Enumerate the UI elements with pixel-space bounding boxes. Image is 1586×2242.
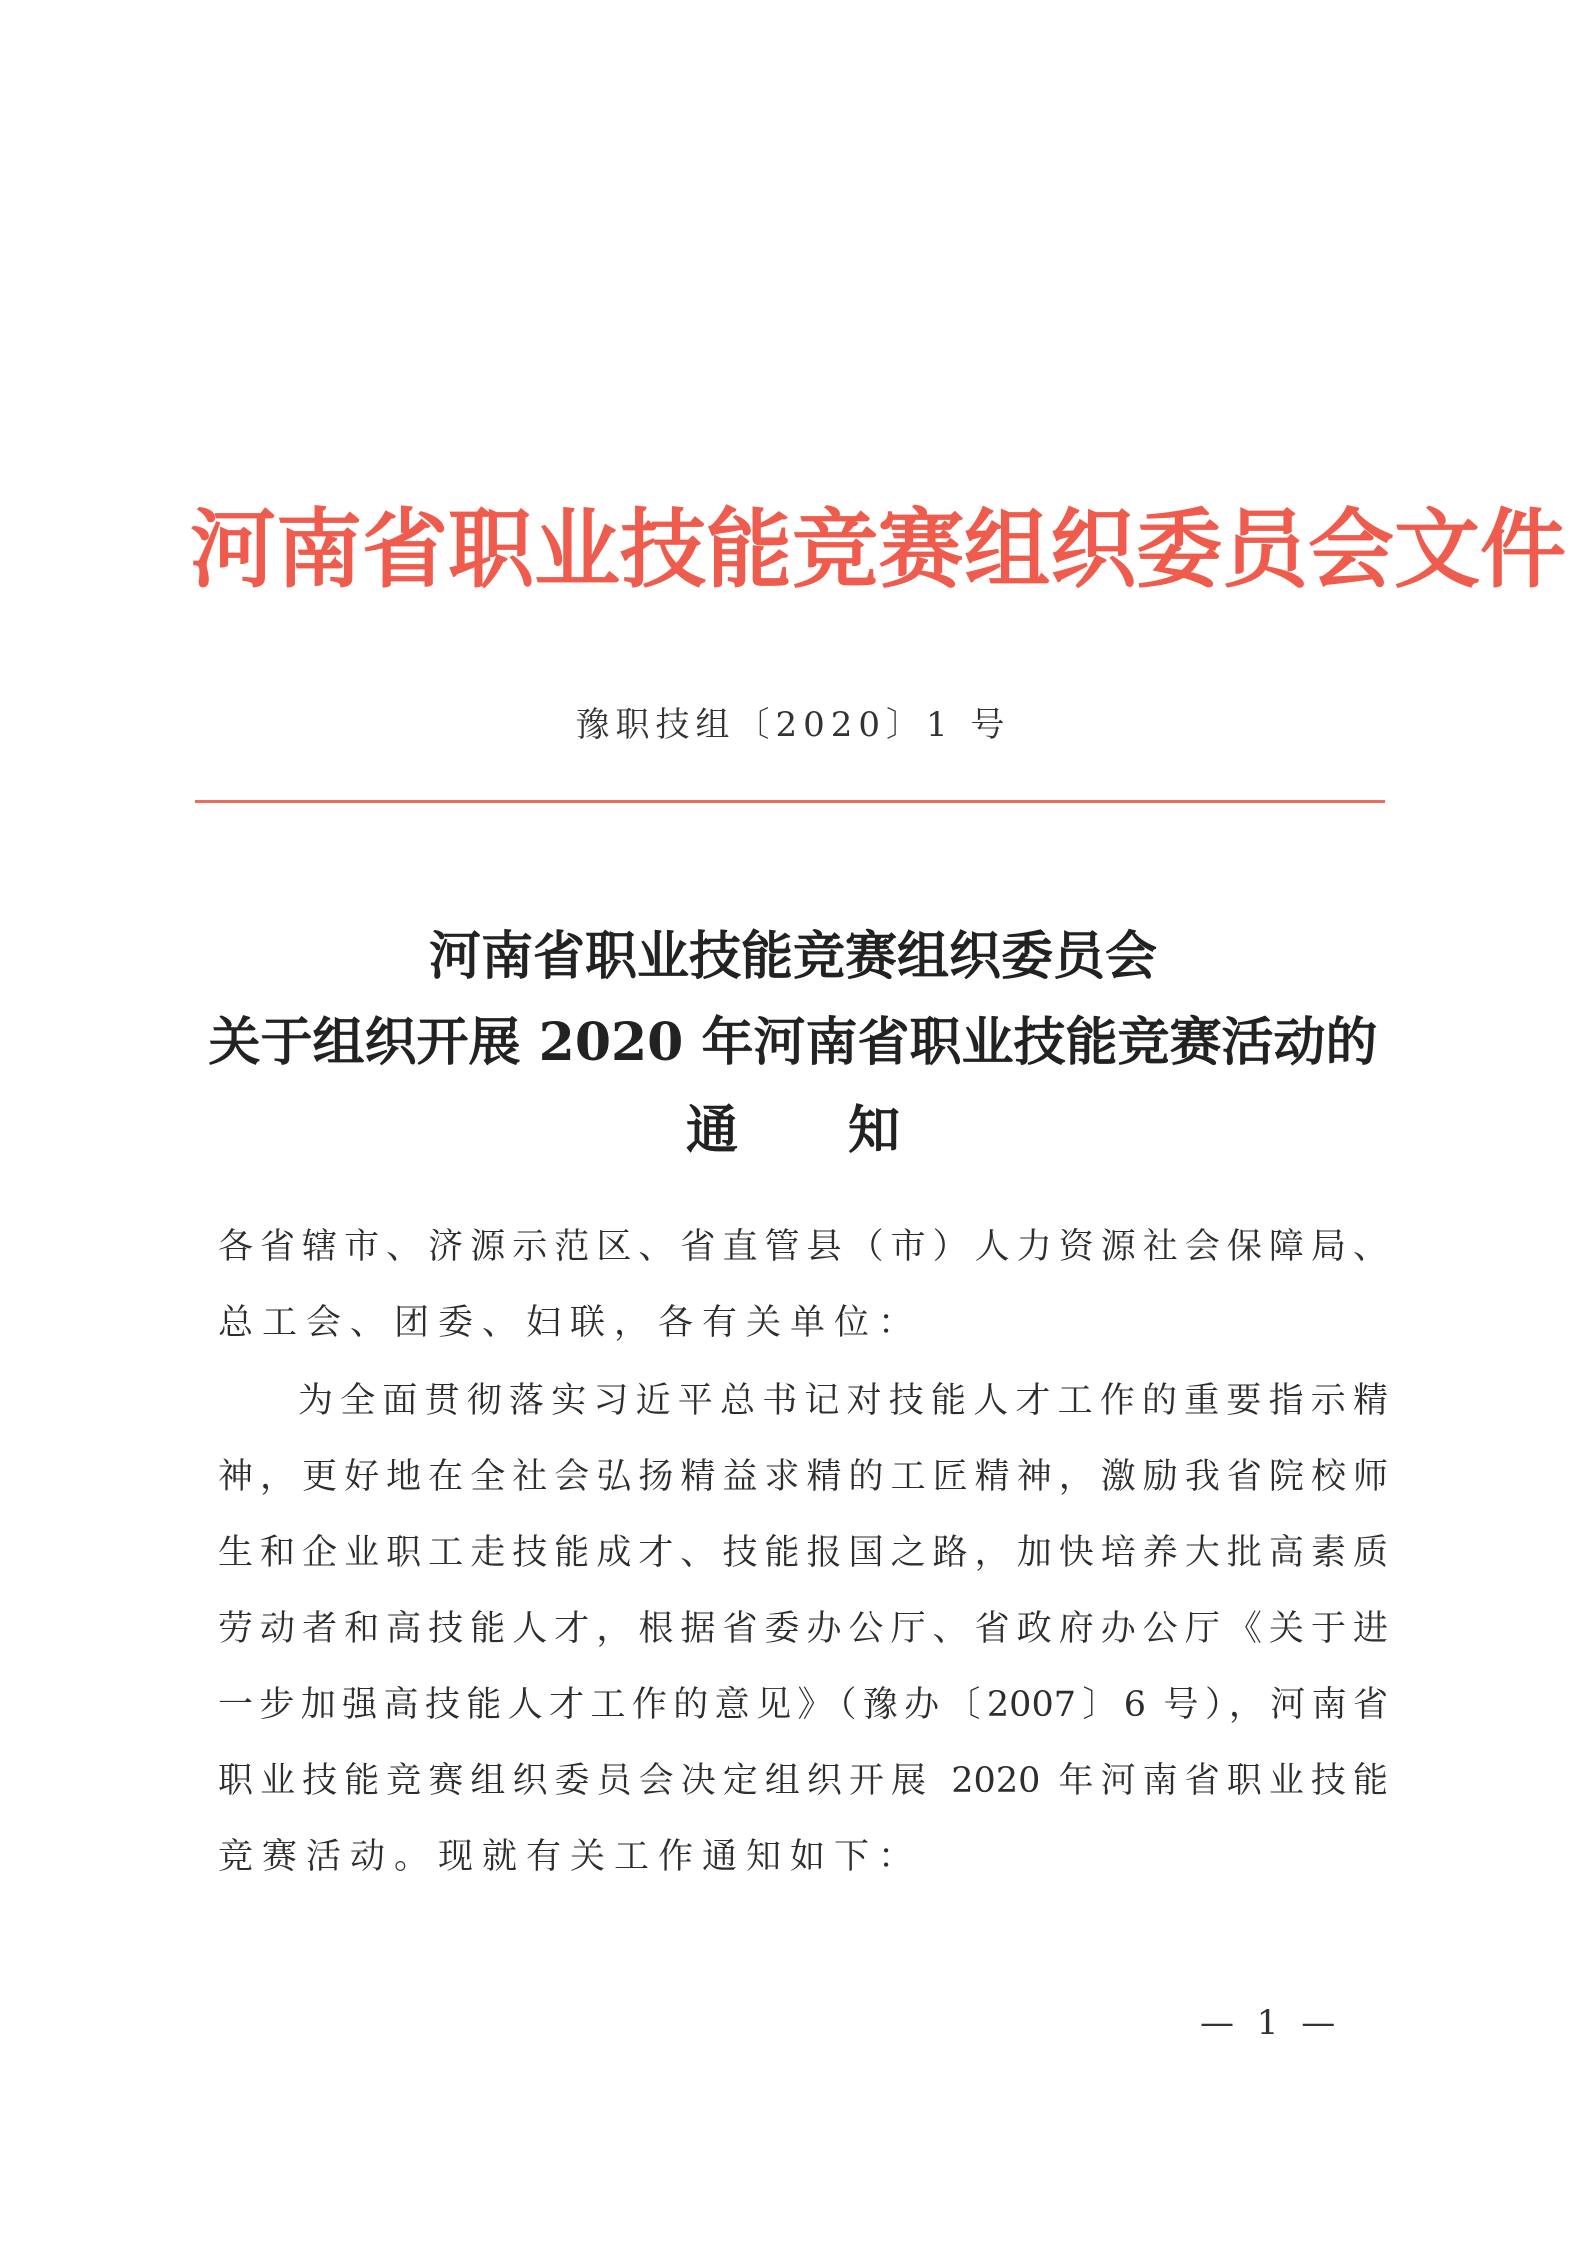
masthead-title: 河南省职业技能竞赛组织委员会文件 — [190, 499, 1566, 600]
notice-title-line-3: 通知 — [685, 1100, 1010, 1161]
body-line-1: 为全面贯彻落实习近平总书记对技能人才工作的重要指示精 — [298, 1381, 1388, 1421]
body-line-5: 一步加强高技能人才工作的意见》（豫办〔2007〕6 号），河南省 — [218, 1685, 1388, 1725]
notice-title-line-2: 关于组织开展 2020 年河南省职业技能竞赛活动的 — [208, 1012, 1378, 1073]
body-line-4: 劳动者和高技能人才，根据省委办公厅、省政府办公厅《关于进 — [218, 1609, 1388, 1649]
body-line-7: 竞赛活动。现就有关工作通知如下： — [218, 1837, 923, 1877]
document-number: 豫职技组〔2020〕1 号 — [575, 705, 1011, 745]
addressee-line-2: 总工会、团委、妇联，各有关单位： — [218, 1303, 923, 1343]
body-line-3: 生和企业职工走技能成才、技能报国之路，加快培养大批高素质 — [218, 1533, 1388, 1573]
page-number: — 1 — — [1200, 2003, 1342, 2043]
addressee-line-1: 各省辖市、济源示范区、省直管县（市）人力资源社会保障局、 — [218, 1227, 1388, 1267]
red-divider-line — [195, 800, 1385, 803]
body-line-2: 神，更好地在全社会弘扬精益求精的工匠精神，激励我省院校师 — [218, 1457, 1388, 1497]
body-line-6: 职业技能竞赛组织委员会决定组织开展 2020 年河南省职业技能 — [218, 1761, 1388, 1801]
notice-title-line-1: 河南省职业技能竞赛组织委员会 — [428, 926, 1157, 987]
